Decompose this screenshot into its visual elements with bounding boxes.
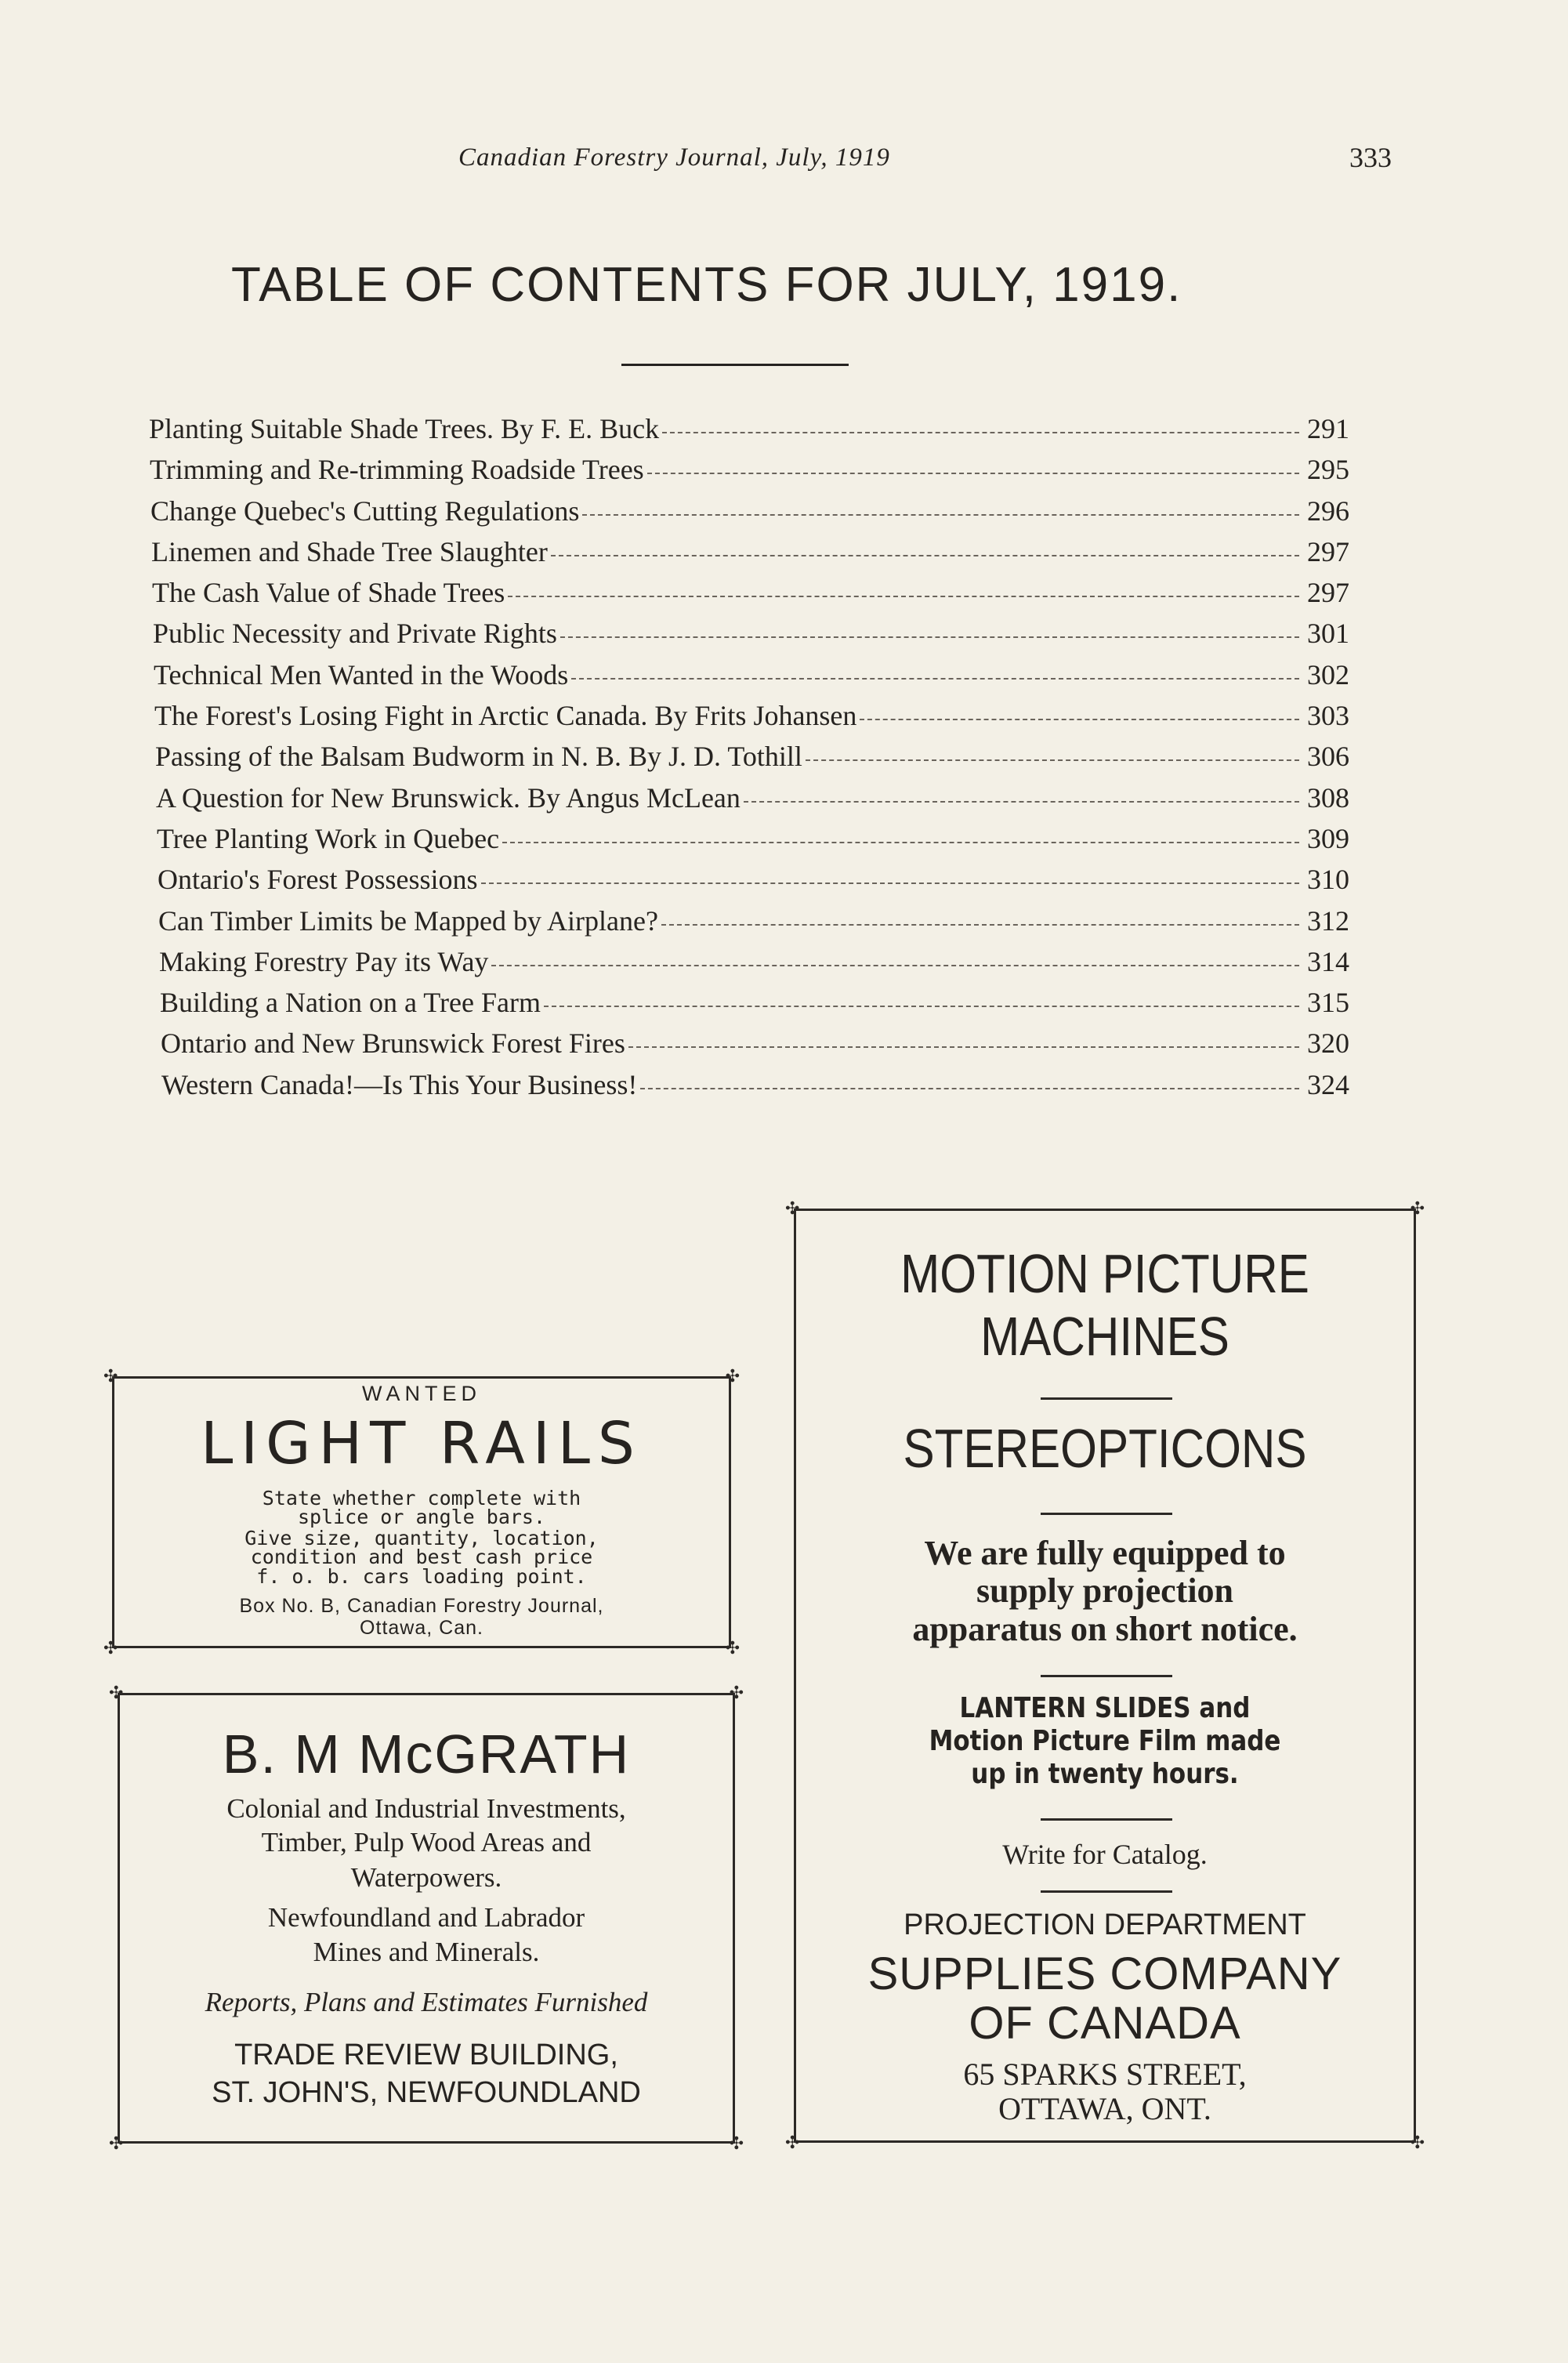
toc-entry	[149, 863, 1363, 904]
corner-ornament-icon: ✣	[1410, 1198, 1425, 1218]
toc-entry-title: Public Necessity and Private Rights	[153, 618, 557, 650]
corner-ornament-icon: ✣	[109, 1683, 124, 1702]
ad-subheading: STEREOPTICONS	[903, 1418, 1307, 1479]
ad-body-line: State whether complete with	[262, 1487, 581, 1509]
divider-rule	[1041, 1890, 1172, 1893]
toc-entry-title: The Forest's Losing Fight in Arctic Canada. By Frits Johansen	[154, 700, 857, 732]
ad-body-line: f. o. b. cars loading point.	[256, 1565, 587, 1588]
toc-dot-leader	[571, 678, 1299, 680]
running-head: Canadian Forestry Journal, July, 1919	[458, 143, 890, 172]
ad-address-line: OTTAWA, ONT.	[998, 2091, 1211, 2126]
corner-ornament-icon: ✣	[725, 1366, 740, 1386]
ad-kicker: WANTED	[362, 1382, 481, 1405]
ad-contact-line: Ottawa, Can.	[360, 1617, 483, 1639]
toc-entry-title: Building a Nation on a Tree Farm	[160, 987, 541, 1019]
ad-text-line: Newfoundland and Labrador	[267, 1902, 585, 1933]
toc-entry-page: 296	[1307, 495, 1349, 527]
toc-entry-page: 308	[1307, 781, 1349, 814]
toc-entry-title: A Question for New Brunswick. By Angus McLean	[156, 781, 741, 814]
toc-entry-page: 312	[1307, 904, 1349, 937]
toc-entry-page: 324	[1307, 1068, 1349, 1100]
toc-entry-page: 314	[1307, 945, 1349, 977]
toc-dot-leader	[806, 759, 1299, 761]
toc-entry	[149, 617, 1363, 658]
ad-text-line: Colonial and Industrial Investments,	[226, 1793, 626, 1824]
ad-department: PROJECTION DEPARTMENT	[904, 1908, 1306, 1941]
divider-rule	[1041, 1397, 1172, 1400]
page-number: 333	[1349, 142, 1392, 173]
toc-entry-page: 303	[1307, 700, 1349, 732]
toc-dot-leader	[481, 883, 1299, 884]
toc-dot-leader	[647, 473, 1299, 474]
ad-slides-line: LANTERN SLIDES and	[959, 1692, 1251, 1724]
corner-ornament-icon: ✣	[1410, 2133, 1425, 2152]
corner-ornament-icon: ✣	[785, 2133, 800, 2152]
ad-company-name: OF CANADA	[969, 1998, 1241, 2049]
ad-firm-name: B. M McGRATH	[222, 1723, 631, 1785]
ad-contact-line: Box No. B, Canadian Forestry Journal,	[239, 1595, 604, 1617]
toc-entry-title: Trimming and Re-trimming Roadside Trees	[150, 454, 644, 486]
toc-entry	[149, 1068, 1363, 1109]
toc-entry	[149, 495, 1363, 535]
toc-entry	[149, 740, 1363, 781]
corner-ornament-icon: ✣	[103, 1366, 118, 1386]
ad-catalog-note: Write for Catalog.	[1002, 1839, 1208, 1870]
toc-entry	[149, 453, 1363, 494]
toc-entry-title: Tree Planting Work in Quebec	[157, 822, 500, 854]
toc-entry-page: 309	[1307, 822, 1349, 854]
toc-entry-title: Change Quebec's Cutting Regulations	[150, 495, 580, 527]
toc-entry-title: Linemen and Shade Tree Slaughter	[151, 535, 548, 567]
ad-text-line: Waterpowers.	[350, 1862, 502, 1893]
ad-pitch-line: supply projection	[976, 1571, 1234, 1610]
toc-entry-title: Passing of the Balsam Budworm in N. B. By J. D. Tothill	[155, 741, 802, 773]
toc-entry-page: 302	[1307, 658, 1349, 690]
toc-dot-leader	[582, 514, 1299, 516]
toc-dot-leader	[640, 1088, 1299, 1089]
toc-entry	[149, 658, 1363, 699]
ad-mcgrath	[109, 1683, 744, 2153]
ad-light-rails	[103, 1366, 740, 1658]
toc-entry-page: 306	[1307, 741, 1349, 773]
toc-entry-page: 291	[1307, 413, 1349, 444]
ad-text-line: Mines and Minerals.	[313, 1937, 540, 1967]
toc-dot-leader	[860, 719, 1299, 720]
toc-dot-leader	[661, 924, 1299, 926]
toc-entry	[149, 822, 1363, 863]
divider-rule	[1041, 1675, 1172, 1677]
ad-heading: MACHINES	[980, 1306, 1229, 1367]
toc-entry	[149, 412, 1363, 453]
ad-slides-line: Motion Picture Film made	[929, 1725, 1281, 1757]
toc-entry-title: Can Timber Limits be Mapped by Airplane?	[158, 904, 658, 937]
toc-entry	[149, 1027, 1363, 1067]
toc-title: TABLE OF CONTENTS FOR JULY, 1919.	[231, 258, 1182, 312]
ad-pitch-line: We are fully equipped to	[924, 1534, 1286, 1572]
table-of-contents	[149, 412, 1363, 1109]
toc-entry	[149, 576, 1363, 617]
toc-entry	[149, 986, 1363, 1027]
toc-entry-title: Technical Men Wanted in the Woods	[154, 658, 569, 690]
toc-dot-leader	[744, 801, 1299, 803]
ad-motion-picture	[785, 1198, 1425, 2152]
toc-entry-page: 297	[1307, 535, 1349, 567]
ad-address-line: TRADE REVIEW BUILDING,	[234, 2039, 618, 2071]
toc-entry	[149, 781, 1363, 822]
ad-tagline: Reports, Plans and Estimates Furnished	[205, 1987, 648, 2017]
toc-entry-title: Ontario and New Brunswick Forest Fires	[161, 1027, 625, 1060]
toc-entry-page: 320	[1307, 1027, 1349, 1060]
ad-headline: LIGHT RAILS	[201, 1410, 643, 1477]
toc-entry-title: Making Forestry Pay its Way	[159, 945, 489, 977]
toc-entry-title: Planting Suitable Shade Trees. By F. E. Buck	[149, 413, 660, 444]
toc-dot-leader	[544, 1006, 1299, 1007]
toc-entry-page: 295	[1307, 454, 1349, 486]
toc-dot-leader	[491, 965, 1299, 966]
ad-address-line: 65 SPARKS STREET,	[963, 2057, 1247, 2092]
corner-ornament-icon: ✣	[109, 2133, 124, 2153]
ad-body-line: Give size, quantity, location,	[244, 1527, 599, 1549]
corner-ornament-icon: ✣	[103, 1638, 118, 1658]
ad-text-line: Timber, Pulp Wood Areas and	[261, 1827, 592, 1857]
corner-ornament-icon: ✣	[729, 1683, 744, 1702]
toc-dot-leader	[502, 842, 1299, 843]
toc-dot-leader	[560, 636, 1299, 638]
ad-address-line: ST. JOHN'S, NEWFOUNDLAND	[212, 2076, 641, 2109]
corner-ornament-icon: ✣	[725, 1638, 740, 1658]
ad-company-name: SUPPLIES COMPANY	[867, 1948, 1342, 1999]
divider-rule	[1041, 1513, 1172, 1515]
toc-entry-page: 315	[1307, 987, 1349, 1019]
toc-dot-leader	[662, 432, 1299, 433]
toc-dot-leader	[508, 596, 1299, 597]
ad-slides-line: up in twenty hours.	[971, 1758, 1239, 1790]
toc-entry	[149, 699, 1363, 740]
corner-ornament-icon: ✣	[785, 1198, 800, 1218]
toc-entry	[149, 945, 1363, 986]
toc-entry-page: 301	[1307, 618, 1349, 650]
ad-body-line: splice or angle bars.	[297, 1506, 546, 1528]
ad-body-line: condition and best cash price	[250, 1546, 593, 1568]
toc-entry	[149, 535, 1363, 576]
ad-heading: MOTION PICTURE	[900, 1243, 1309, 1304]
ad-pitch-line: apparatus on short notice.	[912, 1610, 1298, 1648]
toc-dot-leader	[628, 1046, 1299, 1048]
toc-entry-title: The Cash Value of Shade Trees	[152, 577, 505, 609]
toc-entry-title: Western Canada!—Is This Your Business!	[161, 1068, 638, 1100]
toc-entry	[149, 904, 1363, 945]
title-rule	[621, 364, 849, 366]
corner-ornament-icon: ✣	[729, 2133, 744, 2153]
divider-rule	[1041, 1818, 1172, 1821]
toc-entry-title: Ontario's Forest Possessions	[158, 864, 478, 896]
toc-entry-page: 310	[1307, 864, 1349, 896]
toc-dot-leader	[551, 555, 1299, 556]
toc-entry-page: 297	[1307, 577, 1349, 609]
